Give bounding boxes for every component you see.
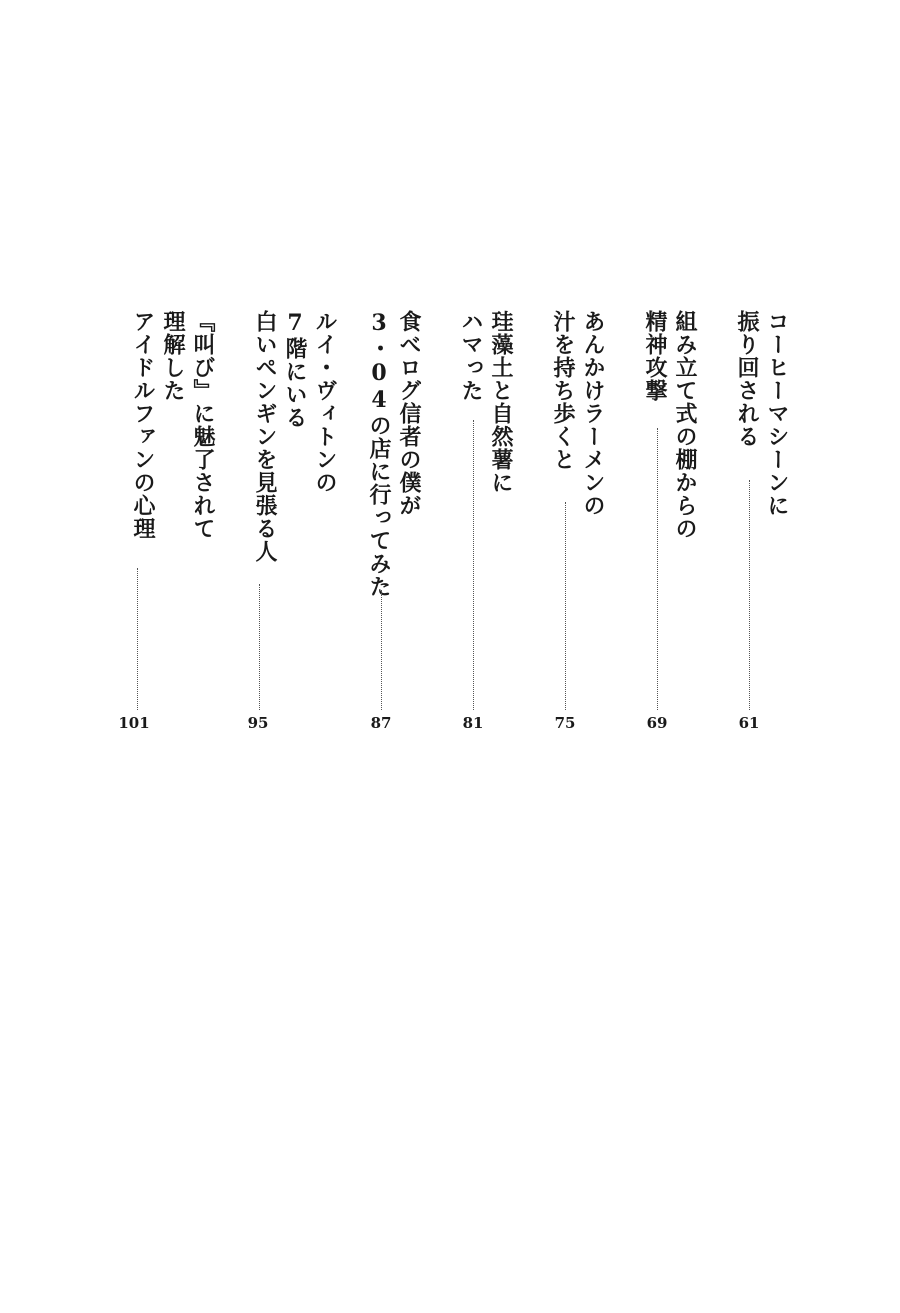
entry-title-line: 汁を持ち歩くと bbox=[550, 310, 576, 471]
page-number: 69 bbox=[646, 714, 668, 732]
page-number: 87 bbox=[370, 714, 392, 732]
page-number: 75 bbox=[554, 714, 576, 732]
entry-title-line: ルイ・ヴィトンの bbox=[312, 310, 338, 494]
dotted-leader bbox=[565, 502, 566, 710]
entry-title-line: 『叫び』に魅了されて bbox=[190, 310, 216, 540]
page-number: 81 bbox=[462, 714, 484, 732]
entry-title-line: 振り回される bbox=[734, 310, 760, 448]
dotted-leader bbox=[259, 584, 260, 710]
entry-title-line: アイドルファンの心理 bbox=[130, 310, 156, 540]
entry-title-line: 精神攻撃 bbox=[642, 310, 668, 402]
entry-title-line: コーヒーマシーンに bbox=[764, 310, 790, 517]
entry-title-line: 珪藻土と自然薯に bbox=[488, 310, 514, 494]
entry-title-line: 理解した bbox=[160, 310, 186, 402]
page-number: 61 bbox=[738, 714, 760, 732]
entry-title-line: 7階にいる bbox=[282, 310, 308, 429]
page-number: 95 bbox=[247, 714, 269, 732]
page-number: 101 bbox=[118, 714, 150, 732]
toc-entry[interactable] bbox=[608, 310, 712, 740]
toc-entry[interactable] bbox=[332, 310, 436, 740]
dotted-leader bbox=[473, 420, 474, 710]
dotted-leader bbox=[381, 590, 382, 710]
dotted-leader bbox=[657, 428, 658, 710]
toc-entry[interactable] bbox=[424, 310, 528, 740]
dotted-leader bbox=[749, 480, 750, 710]
toc-entry[interactable] bbox=[96, 310, 216, 740]
entry-title-line: 3・04の店に行ってみた bbox=[366, 310, 392, 598]
entry-title-line: 食べログ信者の僕が bbox=[396, 310, 422, 517]
toc-entry[interactable] bbox=[516, 310, 620, 740]
entry-title-line: 白いペンギンを見張る人 bbox=[252, 310, 278, 563]
dotted-leader bbox=[137, 568, 138, 710]
entry-title-line: ハマった bbox=[458, 310, 484, 402]
toc-entry[interactable] bbox=[700, 310, 804, 740]
entry-title-line: 組み立て式の棚からの bbox=[672, 310, 698, 540]
toc-entry[interactable] bbox=[218, 310, 338, 740]
entry-title-line: あんかけラーメンの bbox=[580, 310, 606, 517]
